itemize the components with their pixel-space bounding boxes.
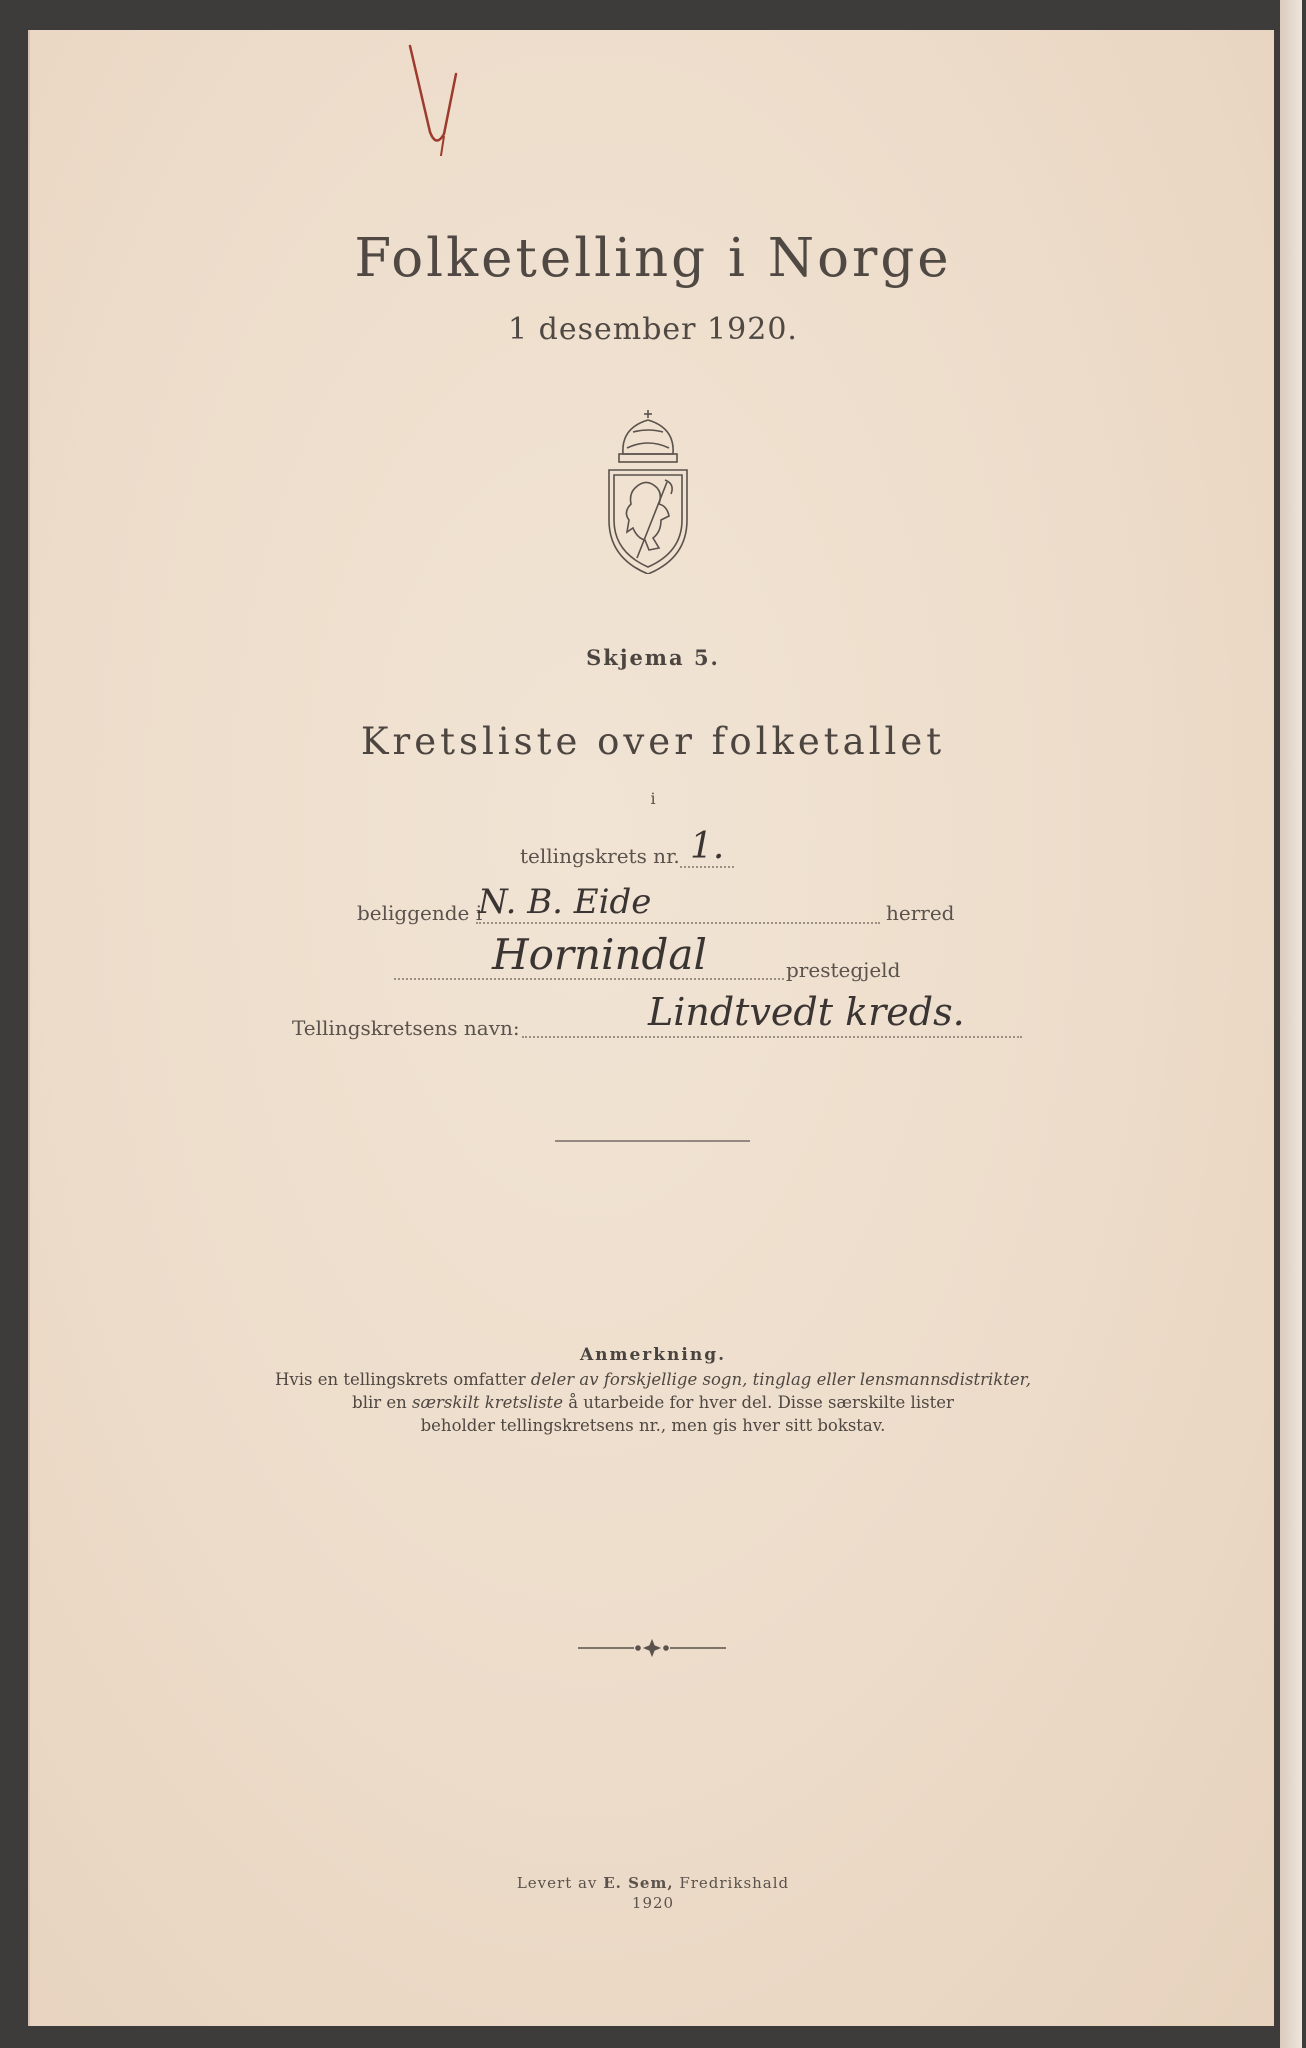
schema-label: Skjema 5. [586, 645, 720, 670]
form-heading: Kretsliste over folketallet [360, 720, 946, 763]
located-value: N. B. Eide [478, 882, 652, 922]
printer-prefix: Levert av [516, 1874, 598, 1892]
printer-city: Fredrikshald [679, 1874, 790, 1892]
parish-value: Hornindal [492, 930, 707, 979]
printer-name: E. Sem, [603, 1874, 674, 1892]
located-label: beliggende i [357, 901, 483, 925]
preposition-text: i [650, 789, 656, 808]
note-body [0, 1368, 1306, 1437]
document-title: Folketelling i Norge [354, 228, 952, 289]
district-number-value: 1. [690, 826, 725, 867]
note-line-3: beholder tellingskretsens nr., men gis hver sitt bokstav. [420, 1416, 886, 1435]
note-heading: Anmerkning. [579, 1345, 727, 1365]
parish-label: prestegjeld [786, 958, 901, 982]
note-line-2-rest: å utarbeide for hver del. Disse særskilte lister [568, 1393, 954, 1412]
note-line-2-text: blir en [352, 1393, 407, 1412]
located-line [476, 922, 880, 924]
note-line-2 [0, 1391, 1306, 1414]
page-edge [1280, 0, 1302, 2048]
district-name-label: Tellingskretsens navn: [292, 1016, 520, 1040]
section-divider [555, 1140, 750, 1142]
note-line-1-text: Hvis en tellingskrets omfatter [275, 1370, 526, 1389]
printer-line [0, 1874, 1306, 1892]
coat-of-arms-icon [603, 408, 693, 574]
district-name-line [522, 1036, 1022, 1038]
note-line-1-emphasis: deler av forskjellige sogn, tinglag eller lensmannsdistrikter, [530, 1370, 1031, 1389]
herred-label: herred [886, 901, 955, 925]
printer-year: 1920 [631, 1894, 675, 1912]
note-line-2-emphasis: særskilt kretsliste [412, 1393, 563, 1412]
note-line-1 [0, 1368, 1306, 1391]
district-name-value: Lindtvedt kreds. [648, 990, 965, 1034]
district-number-label: tellingskrets nr. [520, 844, 680, 868]
document-date: 1 desember 1920. [508, 312, 798, 347]
ornament-divider-icon [576, 1638, 728, 1658]
paperclip-mark-icon [400, 44, 464, 156]
